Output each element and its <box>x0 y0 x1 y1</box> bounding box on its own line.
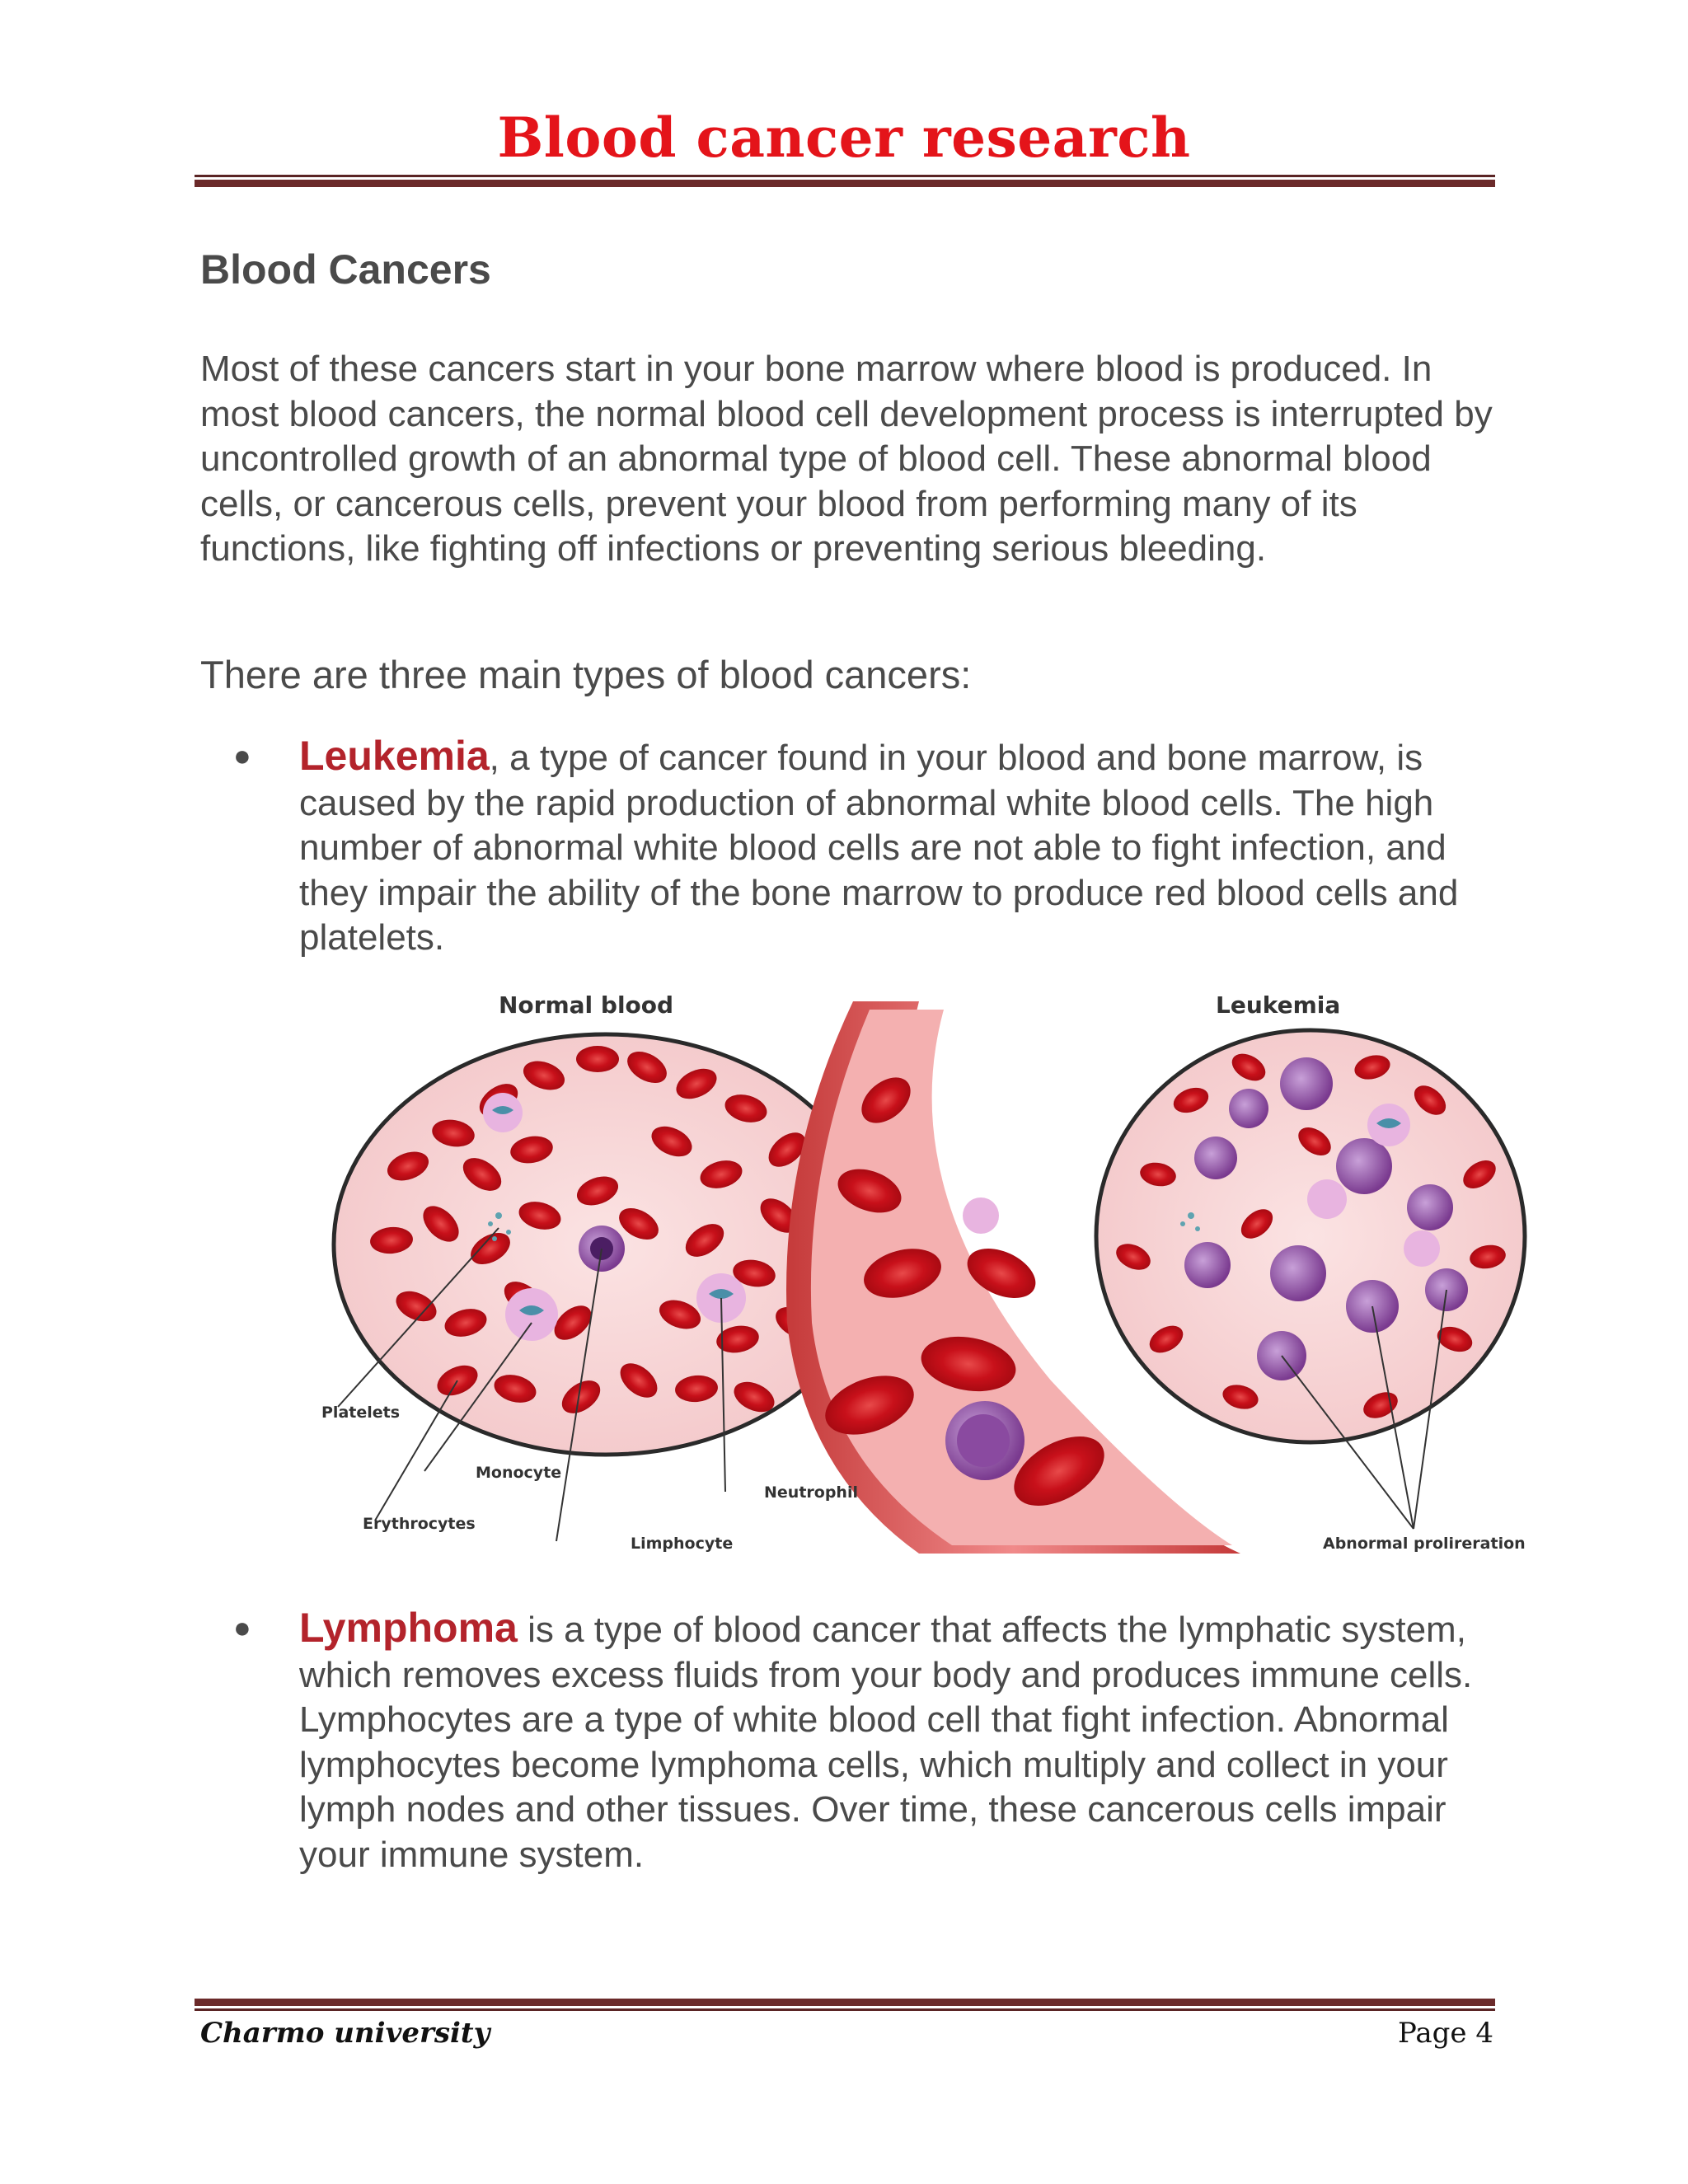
label-normal-blood: Normal blood <box>499 991 674 1019</box>
label-monocyte: Monocyte <box>476 1464 562 1482</box>
bullet-dot-icon: ● <box>233 1610 251 1644</box>
bullet-dot-icon: ● <box>233 738 251 772</box>
term-leukemia: Leukemia <box>299 733 490 779</box>
footer-rule <box>195 1999 1495 2011</box>
label-leukemia: Leukemia <box>1216 991 1341 1019</box>
lymphoma-description: is a type of blood cancer that affects the lymphatic system, which removes excess fluids from your body and produces immune cells. Lymphocytes are a type of white blood cell that fight infection. Abnormal lymphocytes become lymphoma cells, which multiply and collect in your lymph nodes and other tissues. Over time, these cancerous cells impair your immune system. <box>299 1610 1473 1875</box>
section-heading: Blood Cancers <box>200 246 491 293</box>
page-number: Page 4 <box>1398 2017 1493 2050</box>
label-platelets: Platelets <box>321 1404 401 1422</box>
label-abnormal-proliferation: Abnormal prolireration <box>1323 1535 1526 1553</box>
leukemia-description: , a type of cancer found in your blood and bone marrow, is caused by the rapid production of abnormal white blood cells. The high number of abnormal white blood cells are not able to fight infection, and they impair the ability of the bone marrow to produce red blood cells and platelets. <box>299 738 1459 958</box>
label-neutrophil: Neutrophil <box>764 1483 858 1502</box>
leukemia-blood-circle <box>1096 1030 1525 1442</box>
header-rule <box>195 175 1495 187</box>
blood-comparison-illustration <box>293 977 1537 1566</box>
document-title: Blood cancer research <box>497 105 1191 170</box>
label-erythrocytes: Erythrocytes <box>363 1515 476 1533</box>
term-lymphoma: Lymphoma <box>299 1605 518 1651</box>
intro-paragraph: Most of these cancers start in your bone marrow where blood is produced. In most blood cancers, the normal blood cell development process is interrupted by uncontrolled growth of an abnormal type of blood cell. These abnormal blood cells, or cancerous cells, prevent your blood from performing many of its functions, like fighting off infections or preventing serious bleeding. <box>200 349 1493 569</box>
footer-university: Charmo university <box>200 2017 490 2050</box>
label-limphocyte: Limphocyte <box>631 1535 734 1553</box>
types-intro: There are three main types of blood cancers: <box>200 653 972 696</box>
